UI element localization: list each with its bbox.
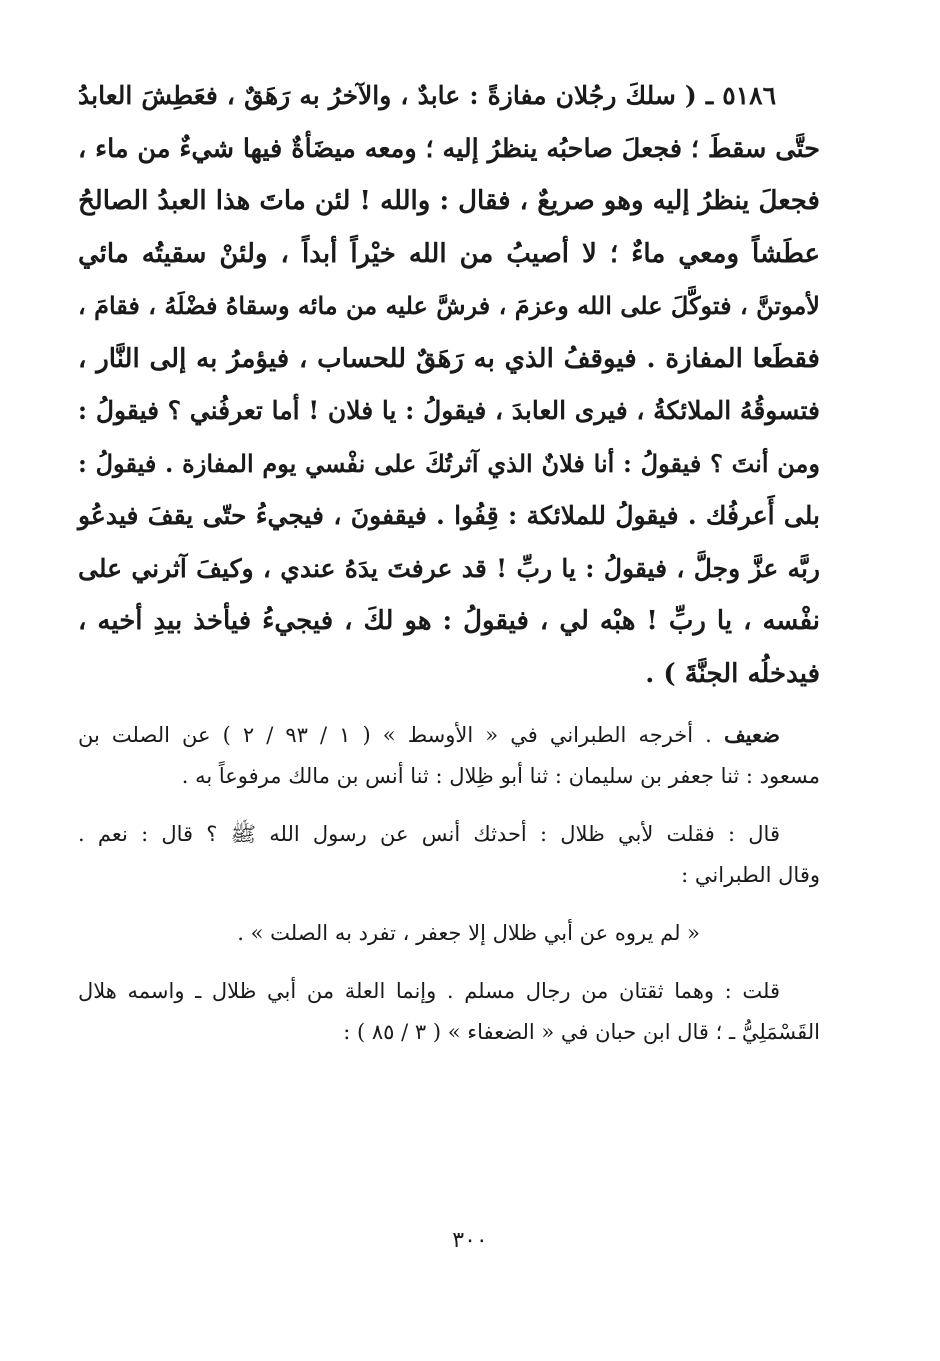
- hadith-line: لأموتنَّ ، فتوكَّلَ على الله وعزمَ ، فرشَّ عليه من مائه وسقاهُ فضْلَهُ ، فقامَ ،: [78, 291, 820, 320]
- commentary-paragraph: [78, 913, 820, 954]
- hadith-line: حتَّى سقطَ ؛ فجعلَ صاحبُه ينظرُ إليه ؛ ومعه ميضَأةٌ فيها شيءٌ من ماء ،: [78, 133, 820, 164]
- hadith-line: ربَّه عزَّ وجلَّ ، فيقولُ : يا ربِّ ! قد عرفتَ يدَهُ عندي ، وكيفَ آثرني على: [78, 553, 820, 583]
- commentary-line: وقال الطبراني :: [681, 863, 820, 887]
- hadith-line: فجعلَ ينظرُ إليه وهو صريعٌ ، فقال : والله ! لئن ماتَ هذا العبدُ الصالحُ: [78, 186, 820, 216]
- hadith-line: عطَشاً ومعي ماءٌ ؛ لا أصيبُ من الله خيْراً أبداً ، ولئنْ سقيتُه مائي: [78, 238, 820, 269]
- quoted-text: « لم يروه عن أبي ظلال إلا جعفر ، تفرد به الصلت » .: [237, 921, 700, 945]
- grading-keyword: ضعيف: [723, 722, 780, 747]
- commentary-line: قلت : وهما ثقتان من رجال مسلم . وإنما العلة من أبي ظلال ـ واسمه هلال: [78, 979, 780, 1003]
- commentary: [78, 714, 820, 1053]
- hadith-line: ٥١٨٦ ـ ( سلكَ رجُلان مفازةً : عابدٌ ، والآخرُ به رَهَقٌ ، فعَطِشَ العابدُ: [78, 81, 776, 110]
- commentary-line: القَسْمَلِيُّ ـ ؛ قال ابن حبان في « الضعفاء » ( ٣ / ٨٥ ) :: [343, 1020, 820, 1044]
- commentary-line: قال : فقلت لأبي ظلال : أحدثك أنس عن رسول الله ﷺ ؟ قال : نعم .: [78, 822, 780, 846]
- commentary-line: [78, 714, 820, 756]
- hadith-line: نفْسه ، يا ربِّ ! هبْه لي ، فيقولُ : هو لكَ ، فيجيءُ فيأخذ بيدِ أخيه ،: [78, 606, 820, 636]
- hadith-line: فقطَعا المفازة . فيوقفُ الذي به رَهَقٌ للحساب ، فيؤمرُ به إلى النَّار ،: [78, 343, 820, 374]
- hadith-text: [78, 70, 820, 700]
- hadith-line: فيدخلُه الجنَّةَ ) .: [645, 658, 820, 689]
- hadith-line: فتسوقُهُ الملائكةُ ، فيرى العابدَ ، فيقولُ : يا فلان ! أما تعرفُني ؟ فيقولُ :: [77, 396, 820, 425]
- page-body: [78, 70, 820, 1070]
- hadith-line: ومن أنتَ ؟ فيقولُ : أنا فلانٌ الذي آثرتُكَ على نفْسي يوم المفازة . فيقولُ :: [78, 448, 820, 478]
- commentary-paragraph: [78, 814, 820, 896]
- hadith-line: بلى أَعرفُك . فيقولُ للملائكة : قِفُوا . فيقفونَ ، فيجيءُ حتّى يقفَ فيدعُو: [78, 501, 820, 530]
- commentary-paragraph: [78, 714, 820, 797]
- page-number: ٣٠٠: [452, 1228, 488, 1253]
- commentary-text: . أخرجه الطبراني في « الأوسط » ( ١ / ٩٣ / ٢ ) عن الصلت بن: [78, 723, 712, 747]
- commentary-paragraph: [78, 971, 820, 1053]
- commentary-line: مسعود : ثنا جعفر بن سليمان : ثنا أبو ظِلال : ثنا أنس بن مالك مرفوعاً به .: [181, 764, 820, 788]
